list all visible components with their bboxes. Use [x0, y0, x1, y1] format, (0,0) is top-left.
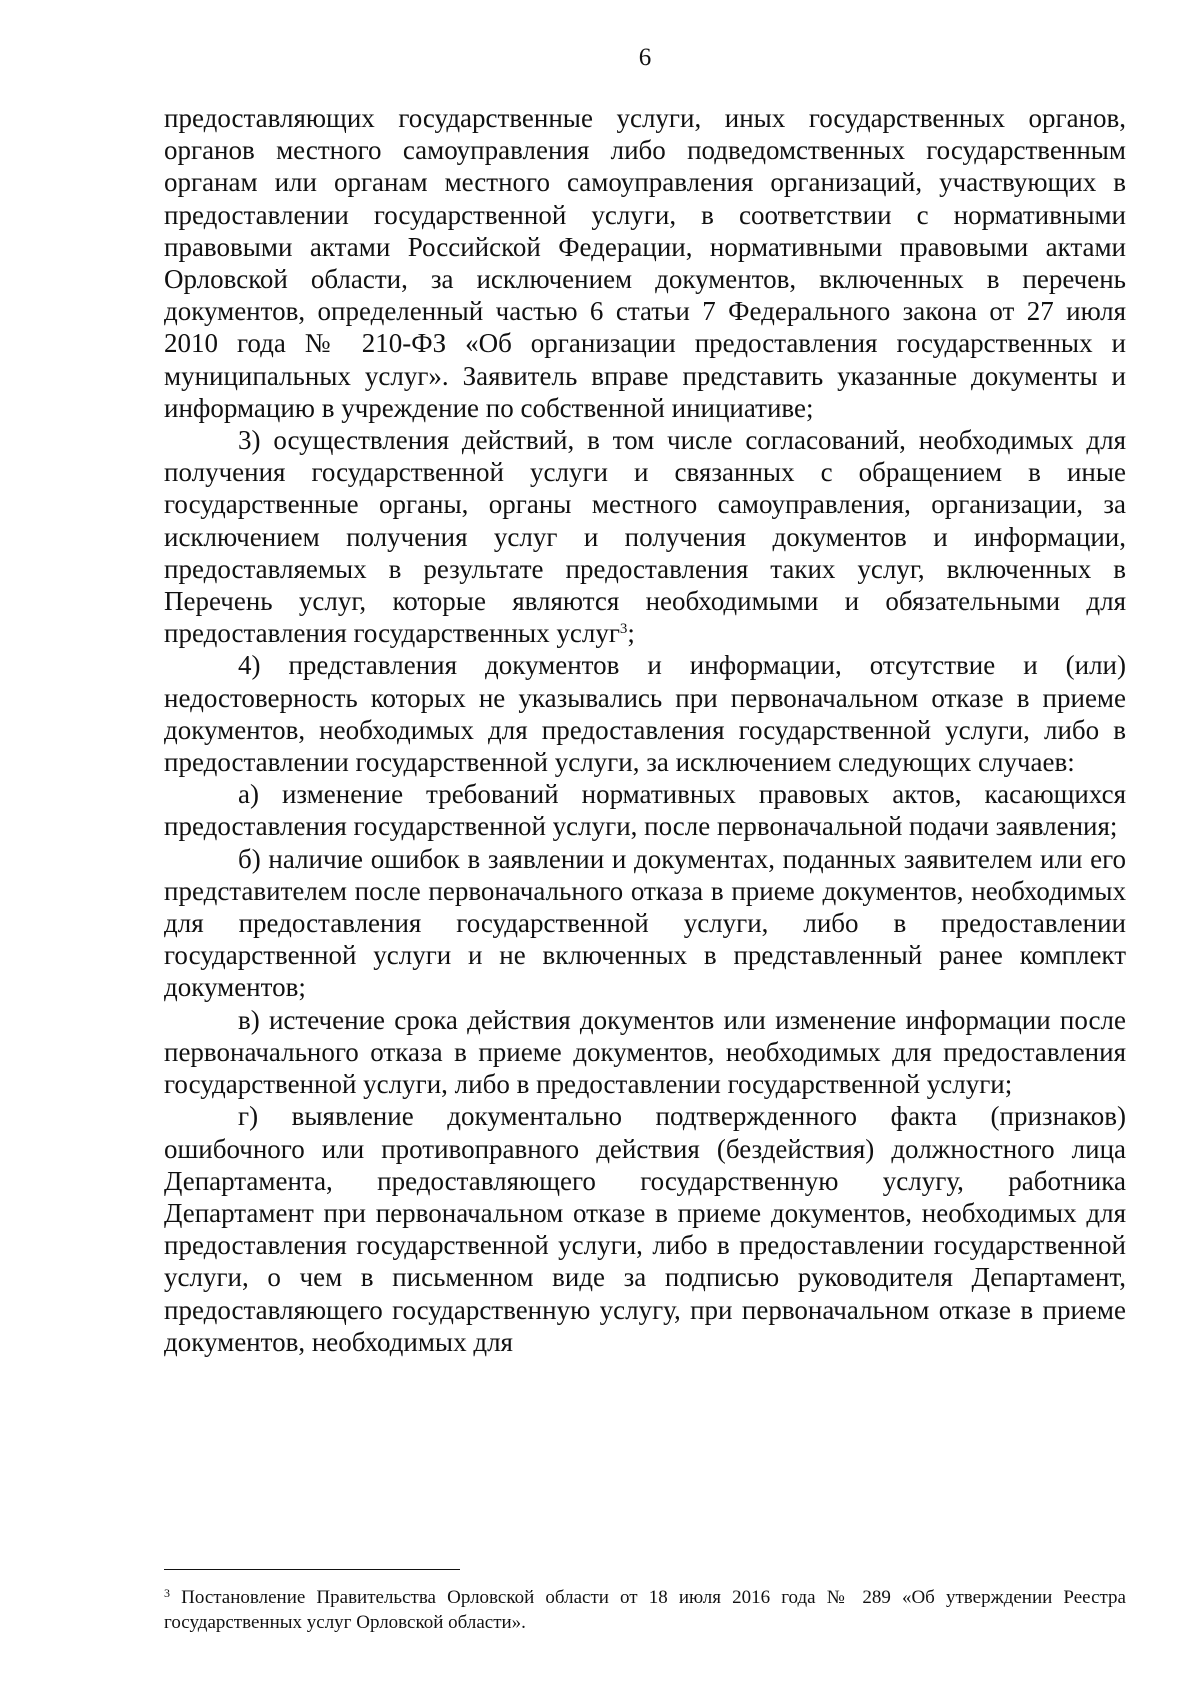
- footnote-marker: 3: [164, 1586, 170, 1600]
- paragraph-item-3-end: ;: [627, 618, 635, 649]
- paragraph-subitem-a: а) изменение требований нормативных правовых актов, касающихся предоставления государственной услуги, после первоначальной подачи заявления;: [164, 779, 1126, 842]
- footnote-reference: 3: [619, 621, 628, 638]
- paragraph-subitem-v: в) истечение срока действия документов или изменение информации после первоначального отказа в приеме документов, необходимых для предоставления государственной услуги, либо в предоставлении государственной услуги;: [164, 1004, 1126, 1100]
- paragraph-subitem-b: б) наличие ошибок в заявлении и документах, поданных заявителем или его представителем после первоначального отказа в приеме документов, необходимых для предоставления государственной услуги, либо в предоставлении государственной услуги и не включенных в представленный ранее комплект документов;: [164, 843, 1126, 1003]
- page-number: 6: [638, 44, 652, 71]
- paragraph-subitem-g: г) выявление документально подтвержденного факта (признаков) ошибочного или противоправного действия (бездействия) должностного лица Департамента, предоставляющего государственную услугу, работника Департамент при первоначальном отказе в приеме документов, необходимых для предоставления государственной услуги, либо в предоставлении государственной услуги, о чем в письменном виде за подписью руководителя Департамент, предоставляющего государственную услугу, при первоначальном отказе в приеме документов, необходимых для: [164, 1101, 1126, 1357]
- paragraph-item-3-text: 3) осуществления действий, в том числе согласований, необходимых для получения государственной услуги и связанных с обращением в иные государственные органы, органы местного самоуправления, организации, за исключением получения услуг и получения документов и информации, предоставляемых в результате предоставления таких услуг, включенных в Перечень услуг, которые являются необходимыми и обязательными для предоставления государственных услуг: [164, 425, 1126, 649]
- document-body: [164, 102, 1126, 1358]
- footnote: [164, 1585, 1126, 1635]
- paragraph-item-3: [164, 424, 1126, 649]
- footnote-text: Постановление Правительства Орловской области от 18 июля 2016 года № 289 «Об утверждении Реестра государственных услуг Орловской области».: [164, 1587, 1126, 1633]
- paragraph-continuation: предоставляющих государственные услуги, иных государственных органов, органов местного самоуправления либо подведомственных государственным органам или органам местного самоуправления организаций, участвующих в предоставлении государственной услуги, в соответствии с нормативными правовыми актами Российской Федерации, нормативными правовыми актами Орловской области, за исключением документов, включенных в перечень документов, определенный частью 6 статьи 7 Федерального закона от 27 июля 2010 года № 210-ФЗ «Об организации предоставления государственных и муниципальных услуг». Заявитель вправе представить указанные документы и информацию в учреждение по собственной инициативе;: [164, 103, 1126, 423]
- paragraph-item-4: 4) представления документов и информации, отсутствие и (или) недостоверность которых не указывались при первоначальном отказе в приеме документов, необходимых для предоставления государственной услуги, либо в предоставлении государственной услуги, за исключением следующих случаев:: [164, 650, 1126, 778]
- footnote-separator: [164, 1569, 460, 1570]
